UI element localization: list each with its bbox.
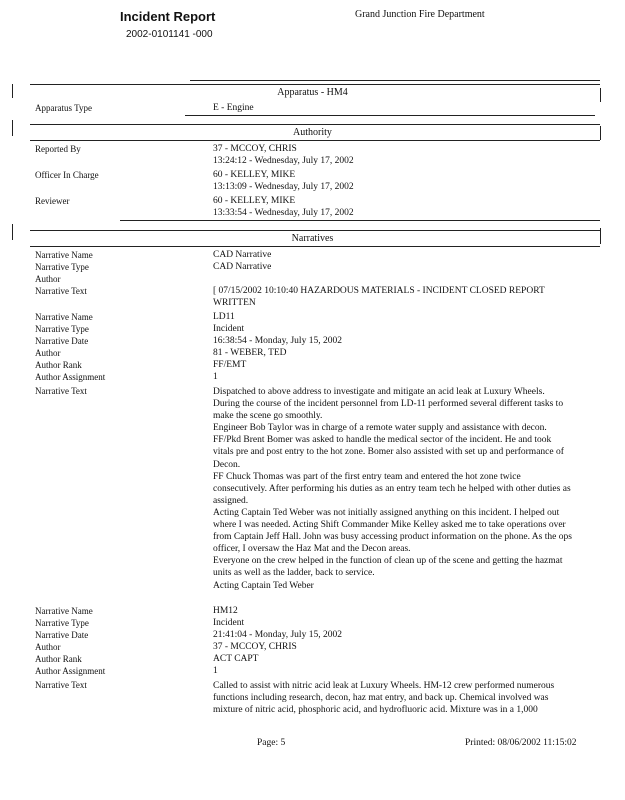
divider xyxy=(30,246,600,247)
narrative-date-value: 16:38:54 - Monday, July 15, 2002 xyxy=(213,336,342,346)
narrative-text-line: WRITTEN xyxy=(213,298,256,308)
narrative-date-label: Narrative Date xyxy=(35,336,89,346)
divider xyxy=(600,126,601,140)
author-rank-label: Author Rank xyxy=(35,360,82,370)
printed-timestamp: Printed: 08/06/2002 11:15:02 xyxy=(465,738,577,748)
reviewer-datetime: 13:33:54 - Wednesday, July 17, 2002 xyxy=(213,208,354,218)
narrative-text-label: Narrative Text xyxy=(35,680,87,690)
divider xyxy=(120,220,600,221)
author-rank-value: FF/EMT xyxy=(213,360,247,370)
page-number: Page: 5 xyxy=(257,738,286,748)
divider xyxy=(30,124,600,125)
department-name: Grand Junction Fire Department xyxy=(355,9,485,20)
reviewer-label: Reviewer xyxy=(35,196,70,206)
reported-by-name: 37 - MCCOY, CHRIS xyxy=(213,144,297,154)
narrative-type-value: CAD Narrative xyxy=(213,262,272,272)
reported-by-datetime: 13:24:12 - Wednesday, July 17, 2002 xyxy=(213,156,354,166)
narrative-name-label: Narrative Name xyxy=(35,606,93,616)
apparatus-type-label: Apparatus Type xyxy=(35,103,92,113)
author-assignment-value: 1 xyxy=(213,666,218,676)
narrative-name-value: LD11 xyxy=(213,312,235,322)
divider xyxy=(30,84,600,85)
narrative-text-label: Narrative Text xyxy=(35,386,87,396)
narrative-paragraph: Everyone on the crew helped in the function of clean up of the scene and getting the hazmat units as well as the ladder, back to service. xyxy=(213,556,563,579)
narrative-type-value: Incident xyxy=(213,324,245,334)
officer-in-charge-label: Officer In Charge xyxy=(35,170,99,180)
narrative-name-label: Narrative Name xyxy=(35,312,93,322)
narrative-type-label: Narrative Type xyxy=(35,618,89,628)
narrative-paragraph: FF Chuck Thomas was part of the first entry team and entered the hot zone twice consecutively. After performing his duties as an entry team tech he helped with other duties as assigned. xyxy=(213,471,571,506)
narrative-name-value: CAD Narrative xyxy=(213,250,272,260)
divider xyxy=(30,140,600,141)
narrative-text: Called to assist with nitric acid leak at Luxury Wheels. HM-12 crew performed numerous functions including research, decon, haz mat entry, and back up. Chemical involved was mixture of nitric acid, phosphoric acid, and hydrofluoric acid. Mixture was in a 1,000 xyxy=(213,681,555,716)
author-label: Author xyxy=(35,274,61,284)
narrative-paragraph: Dispatched to above address to investigate and mitigate an acid leak at Luxury Wheels. During the course of the incident personnel from LD-11 performed several different tasks to make the scene go smoothly. xyxy=(213,387,564,422)
narrative-type-label: Narrative Type xyxy=(35,324,89,334)
divider xyxy=(185,115,595,116)
author-rank-value: ACT CAPT xyxy=(213,654,259,664)
narrative-name-label: Narrative Name xyxy=(35,250,93,260)
divider xyxy=(30,230,600,231)
apparatus-heading: Apparatus - HM4 xyxy=(277,87,348,98)
apparatus-type-value: E - Engine xyxy=(213,103,254,113)
narrative-type-label: Narrative Type xyxy=(35,262,89,272)
divider xyxy=(600,88,601,102)
author-assignment-value: 1 xyxy=(213,372,218,382)
author-label: Author xyxy=(35,348,61,358)
author-label: Author xyxy=(35,642,61,652)
narrative-date-value: 21:41:04 - Monday, July 15, 2002 xyxy=(213,630,342,640)
author-value: 37 - MCCOY, CHRIS xyxy=(213,642,297,652)
narrative-text xyxy=(213,386,573,592)
officer-in-charge-name: 60 - KELLEY, MIKE xyxy=(213,170,296,180)
reviewer-name: 60 - KELLEY, MIKE xyxy=(213,196,296,206)
narratives-heading: Narratives xyxy=(291,233,334,244)
narrative-paragraph: Acting Captain Ted Weber xyxy=(213,580,314,591)
narrative-paragraph: Acting Captain Ted Weber was not initially assigned anything on this incident. I helped out where I was needed. Acting Shift Commander Mike Kelley asked me to take operations over from Captain Jeff Hall. John was busy accessing product information on the phone. As the ops officer, I oversaw the Haz Mat and the Decon areas. xyxy=(213,507,572,555)
incident-number: 2002-0101141 -000 xyxy=(126,29,213,40)
narrative-text-line: [ 07/15/2002 10:10:40 HAZARDOUS MATERIALS - INCIDENT CLOSED REPORT xyxy=(213,286,545,296)
divider xyxy=(600,228,601,244)
author-assignment-label: Author Assignment xyxy=(35,666,106,676)
narrative-type-value: Incident xyxy=(213,618,245,628)
author-rank-label: Author Rank xyxy=(35,654,82,664)
narrative-date-label: Narrative Date xyxy=(35,630,89,640)
narrative-paragraph: Engineer Bob Taylor was in charge of a remote water supply and assistance with decon. FF/Pkd Brent Bomer was asked to handle the medical sector of the incident. He and took vitals pre and post entry to the hot zone. Bomer also assisted with set up and performance of Decon. xyxy=(213,423,564,470)
divider xyxy=(190,80,600,81)
report-title: Incident Report xyxy=(120,9,216,24)
authority-heading: Authority xyxy=(293,127,332,138)
narrative-text-label: Narrative Text xyxy=(35,286,87,296)
author-value: 81 - WEBER, TED xyxy=(213,348,287,358)
officer-in-charge-datetime: 13:13:09 - Wednesday, July 17, 2002 xyxy=(213,182,354,192)
author-assignment-label: Author Assignment xyxy=(35,372,106,382)
reported-by-label: Reported By xyxy=(35,144,81,154)
narrative-name-value: HM12 xyxy=(213,606,238,616)
